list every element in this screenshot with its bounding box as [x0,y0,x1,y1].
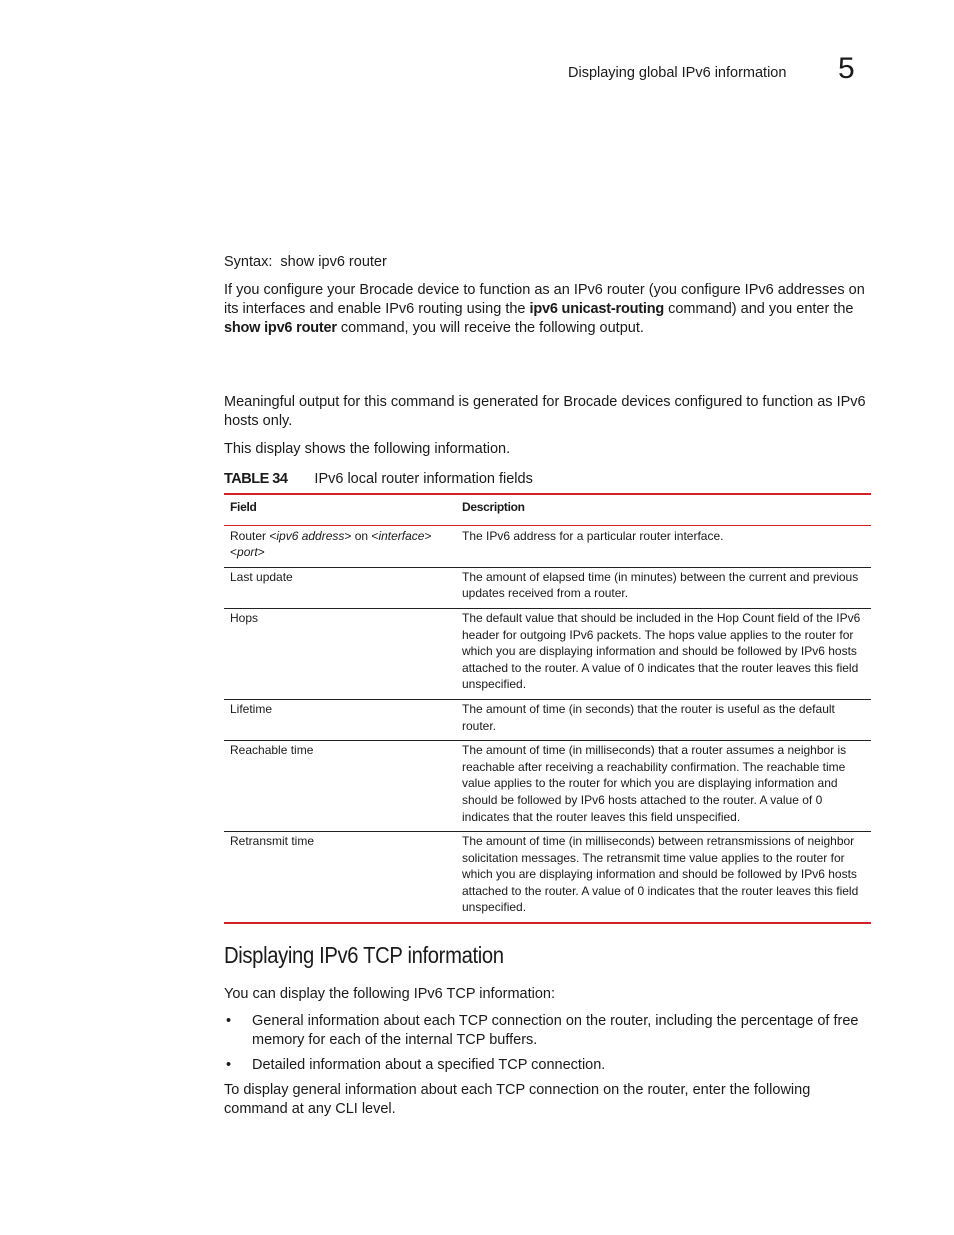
text-run: > [257,545,265,560]
running-header-title: Displaying global IPv6 information [568,65,787,81]
text-run: > < [230,528,432,560]
inline-command: ipv6 unicast-routing [529,301,665,317]
list-item [224,1012,872,1050]
text-run: Router < [230,528,277,543]
closing-paragraph: To display general information about each TCP connection on the router, enter the following command at any CLI level. [224,1082,811,1117]
syntax-command: show ipv6 router [280,254,387,270]
intro-paragraph-1 [224,281,872,338]
header-description: Description [456,494,871,525]
header-field: Field [224,494,456,525]
description-cell: The amount of elapsed time (in minutes) between the current and previous updates received from a router. [456,567,871,608]
table-title: IPv6 local router information fields [314,471,533,487]
section-intro: You can display the following IPv6 TCP information: [224,986,556,1002]
table-row [224,567,871,608]
bullet-icon: • [226,1057,232,1073]
description-cell: The amount of time (in milliseconds) that a router assumes a neighbor is reachable after receiving a reachability confirmation. The reachable time value applies to the router for which you are displaying information and should be followed by IPv6 hosts attached to the router. A value of 0 indicates that the router leaves this field unspecified. [456,741,871,832]
inline-command: show ipv6 router [224,320,337,336]
table-number: TABLE 34 [224,471,288,487]
table-row [224,608,871,699]
list-item-text: General information about each TCP connection on the router, including the percentage of free memory for each of the internal TCP buffers. [252,1013,859,1048]
text-run: command, you will receive the following output. [336,320,644,336]
placeholder-text: interface [378,528,425,543]
table-caption [224,471,533,487]
text-run: > on < [344,528,379,543]
field-cell [224,525,456,567]
table-row [224,699,871,740]
text-run: command) and you enter the [664,301,854,317]
description-cell: The default value that should be included in the Hop Count field of the IPv6 header for outgoing IPv6 packets. The hops value applies to the router for which you are displaying information and should be followed by IPv6 hosts attached to the router. A value of 0 indicates that the router leaves this field unspecified. [456,608,871,699]
field-cell: Retransmit time [224,832,456,923]
field-cell: Lifetime [224,699,456,740]
section-heading: Displaying IPv6 TCP information [224,942,504,968]
syntax-label: Syntax: [224,254,273,270]
intro-paragraph-2: Meaningful output for this command is generated for Brocade devices configured to function as IPv6 hosts only. [224,394,866,429]
description-cell: The IPv6 address for a particular router interface. [462,528,724,543]
table-row [224,525,871,567]
description-cell: The amount of time (in seconds) that the router is useful as the default router. [456,699,871,740]
intro-paragraph-3: This display shows the following information. [224,441,511,457]
chapter-number: 5 [838,52,855,85]
list-item-text: Detailed information about a specified TCP connection. [252,1057,606,1073]
syntax-line [224,254,387,270]
table-row [224,741,871,832]
field-cell: Last update [224,567,456,608]
table-header-row [224,494,871,525]
placeholder-text: port [237,545,258,560]
bullet-list [224,1012,872,1081]
bullet-icon: • [226,1013,232,1029]
description-cell: The amount of time (in milliseconds) between retransmissions of neighbor solicitation messages. The retransmit time value applies to the router for which you are displaying information and should be followed by IPv6 hosts attached to the router. A value of 0 indicates that the router leaves this field unspecified. [456,832,871,923]
field-cell: Hops [224,608,456,699]
list-item [224,1056,872,1075]
router-fields-table [224,493,871,924]
table-row [224,832,871,923]
text-run: If you configure your Brocade device to function as an IPv6 router (you configure IPv6 addresses on its interfaces and enable IPv6 routing using the [224,282,865,317]
field-cell: Reachable time [224,741,456,832]
placeholder-text: ipv6 address [276,528,345,543]
